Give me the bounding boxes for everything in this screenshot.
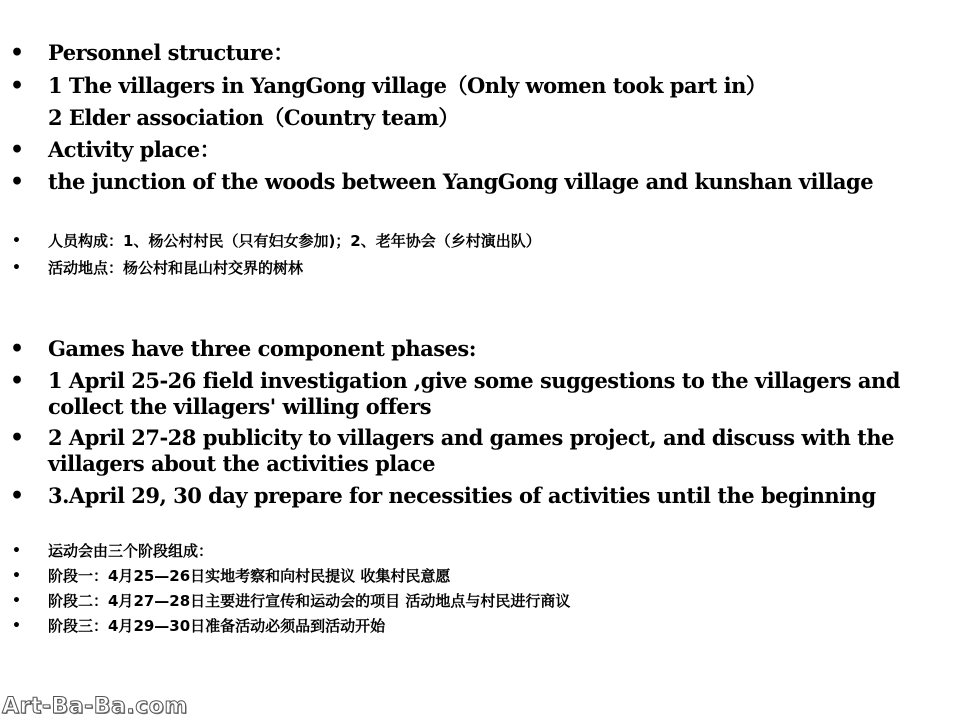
bullet-marker: • — [12, 543, 21, 559]
bullet-text: villagers about the activities place — [48, 451, 436, 476]
bullet-text: 阶段二：4月27—28日主要进行宣传和运动会的项目 活动地点与村民进行商议 — [48, 592, 571, 610]
bullet-text: 2 Elder association（Country team） — [48, 105, 459, 130]
bullet-marker: • — [10, 368, 24, 394]
bullet-text: Activity place： — [48, 137, 221, 162]
bullet-text: the junction of the woods between YangGong village and kunshan village — [48, 169, 874, 194]
bullet-text: 活动地点：杨公村和昆山村交界的树林 — [48, 259, 304, 277]
bullet-text: 阶段三：4月29—30日准备活动必须品到活动开始 — [48, 617, 386, 635]
bullet-marker: • — [10, 137, 24, 163]
bullet-text: 1 April 25-26 field investigation ,give some suggestions to the villagers and — [48, 368, 900, 393]
bullet-marker: • — [12, 233, 21, 249]
bullet-marker: • — [12, 593, 21, 609]
bullet-marker: • — [10, 169, 24, 195]
bullet-marker: • — [10, 73, 24, 99]
bullet-marker: • — [12, 568, 21, 584]
bullet-text: 人员构成：1、杨公村村民（只有妇女参加)；2、老年协会（乡村演出队） — [48, 232, 541, 250]
bullet-text: 阶段一：4月25—26日实地考察和向村民提议 收集村民意愿 — [48, 567, 451, 585]
bullet-marker: • — [10, 336, 24, 362]
bullet-text: Games have three component phases: — [48, 336, 476, 361]
bullet-text: 3.April 29, 30 day prepare for necessities of activities until the beginning — [48, 483, 876, 508]
bullet-text: 运动会由三个阶段组成： — [48, 542, 214, 560]
bullet-text: 1 The villagers in YangGong village（Only women took part in） — [48, 73, 767, 98]
bullet-marker: • — [10, 40, 24, 66]
bullet-marker: • — [10, 483, 24, 509]
bullet-marker: • — [10, 425, 24, 451]
bullet-marker: • — [12, 618, 21, 634]
bullet-text: 2 April 27-28 publicity to villagers and games project, and discuss with the — [48, 425, 894, 450]
bullet-marker: • — [12, 260, 21, 276]
bullet-text: collect the villagers' willing offers — [48, 394, 432, 419]
bullet-text: Personnel structure： — [48, 40, 294, 65]
watermark: Art-Ba-Ba.com — [2, 694, 188, 719]
